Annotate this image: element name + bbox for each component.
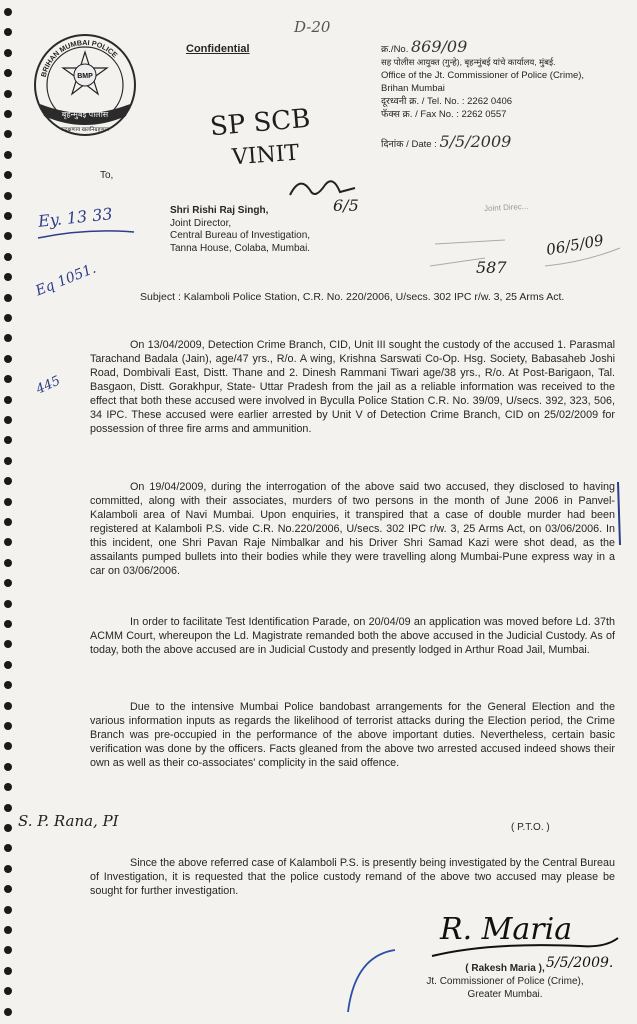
binder-hole <box>4 130 12 138</box>
binder-hole <box>4 885 12 893</box>
binder-hole <box>4 110 12 118</box>
office-tel: दूरध्वनी क्र. / Tel. No. : 2262 0406 <box>381 96 513 107</box>
binder-hole <box>4 620 12 628</box>
binder-hole <box>4 436 12 444</box>
binder-hole <box>4 742 12 750</box>
blue-pen-curve-icon <box>340 946 400 1016</box>
binder-hole <box>4 457 12 465</box>
binder-hole <box>4 416 12 424</box>
binder-hole <box>4 355 12 363</box>
seal-hindi-text: बृहन्मुंबई पोलीस <box>61 110 109 119</box>
handwritten-sign-date: 6/5 <box>333 196 359 215</box>
binder-hole <box>4 661 12 669</box>
binder-hole <box>4 824 12 832</box>
binder-hole <box>4 702 12 710</box>
handwritten-vinit: VINIT <box>231 140 300 171</box>
binder-hole <box>4 681 12 689</box>
binder-hole <box>4 538 12 546</box>
binder-hole <box>4 906 12 914</box>
file-reference-handwritten: D-20 <box>294 18 331 36</box>
date-label: दिनांक / Date : <box>381 139 437 150</box>
seal-top-text: BRIHAN MUMBAI POLICE <box>38 37 120 79</box>
binder-hole <box>4 294 12 302</box>
confidential-label: Confidential <box>186 43 250 55</box>
binder-hole <box>4 28 12 36</box>
recipient-address <box>170 205 310 255</box>
binder-hole <box>4 640 12 648</box>
binder-hole <box>4 171 12 179</box>
binder-hole <box>4 334 12 342</box>
recipient-address-line: Tanna House, Colaba, Mumbai. <box>170 242 311 254</box>
paragraph-1: On 13/04/2009, Detection Crime Branch, CID, Unit III sought the custody of the accused 1. Parasmal Tarachand Badala (Jain), age/47 yrs., R/o. A wing, Krishna Sarswati Co-Op. Hsg. Society, Babasaheb Joshi Road, Dombivali East, Distt. Thane and 2. Dinesh Rammani Tiwari age/38 yrs., R/o. At Post-Barigaon, Tal. Basgaon, Distt. Gorakhpur, State- Uttar Pradesh from the jail as a reliable information was received to the effect that both these accused were involved in Byculla Police Station C.R. No. 39/09, U/secs. 392, 323, 506, 34 IPC. These accused were earlier arrested by Unit V of Detection Crime Branch, CID on 25/02/2009 for possession of three fire arms and ammunition. <box>90 339 615 435</box>
binder-hole <box>4 232 12 240</box>
handwritten-signature: R. Maria <box>440 912 573 947</box>
handwritten-eq-number: Eq 1051. <box>33 260 99 300</box>
signatory-designation: Jt. Commissioner of Police (Crime), <box>426 976 584 987</box>
paragraph-2: On 19/04/2009, during the interrogation of the above said two accused, they disclosed to having committed, along with their associates, murders of two persons in the month of June 2006 in Panvel-Kalamboli area of Navi Mumbai. Upon enquiries, it transpired that a case of double murder had been registered at Kalamboli P.S. vide C.R. No.220/2006, U/secs. 302 IPC r/w. 3, 25 Arms Act, on 03/06/2006. In this incident, one Shri Pavan Raje Nimbalkar and his Driver Shri Samad Kazi were shot dead, as the assailants pumped bullets into their bodies while they were travelling along Mumbai-Pune express way in a car on 03/06/2006. <box>90 481 615 577</box>
binder-hole <box>4 192 12 200</box>
binder-hole <box>4 212 12 220</box>
signatory-block <box>395 962 615 1001</box>
binder-hole <box>4 946 12 954</box>
binder-hole <box>4 498 12 506</box>
handwritten-ey-number: Ey. 13 33 <box>37 204 114 231</box>
office-line: Office of the Jt. Commissioner of Police (Crime), <box>381 70 585 81</box>
binder-hole <box>4 865 12 873</box>
binder-hole <box>4 314 12 322</box>
binder-hole <box>4 518 12 526</box>
binder-holes <box>4 8 14 1018</box>
binder-hole <box>4 579 12 587</box>
paragraph-5: Since the above referred case of Kalamboli P.S. is presently being investigated by the Central Bureau of Investigation, it is requested that the police custody remand of the above two accused may please be sought for further investigation. <box>90 857 615 897</box>
signatory-city: Greater Mumbai. <box>467 989 543 1000</box>
binder-hole <box>4 967 12 975</box>
margin-mark-icon <box>608 480 628 550</box>
office-fax: फॅक्स क्र. / Fax No. : 2262 0557 <box>381 109 507 120</box>
office-city: Brihan Mumbai <box>381 83 445 94</box>
binder-hole <box>4 926 12 934</box>
binder-hole <box>4 722 12 730</box>
binder-hole <box>4 69 12 77</box>
faded-stamp-line: Joint Direc... <box>483 201 529 214</box>
binder-hole <box>4 477 12 485</box>
binder-hole <box>4 600 12 608</box>
seal-center-text: BMP <box>77 73 93 80</box>
handwritten-side-number: 445 <box>33 373 63 398</box>
handwritten-sp-rana: S. P. Rana, PI <box>18 812 119 830</box>
binder-hole <box>4 1008 12 1016</box>
binder-hole <box>4 559 12 567</box>
ref-number-value: 869/09 <box>411 37 468 56</box>
subject-line: Subject : Kalamboli Police Station, C.R. No. 220/2006, U/secs. 302 IPC r/w. 3, 25 Arms Act. <box>140 291 565 303</box>
binder-hole <box>4 783 12 791</box>
paragraph-4: Due to the intensive Mumbai Police bandobast arrangements for the General Election and the various information inputs as regards the likelihood of terrorist attacks during the Election period, the Crime Branch was pre-occupied in the performance of the above important duties. Nevertheless, certain basic verification was done by the officers. Facts gleaned from the above two arrested accused indeed shows their own as well as their co-associates' complicity in the said offence. <box>90 701 615 769</box>
ey-underline-icon <box>36 226 136 242</box>
recipient-org: Central Bureau of Investigation, <box>170 230 311 241</box>
binder-hole <box>4 90 12 98</box>
office-block <box>381 37 631 151</box>
stamp-scribble-icon <box>425 236 625 276</box>
paragraph-3: In order to facilitate Test Identification Parade, on 20/04/09 an application was moved before Ld. 37th ACMM Court, whereupon the Ld. Magistrate remanded both the above accused in the Judicial Custody. As of today, both the above accused are in Judicial Custody and presently lodged in Arthur Road Jail, Mumbai. <box>90 616 615 656</box>
binder-hole <box>4 987 12 995</box>
binder-hole <box>4 151 12 159</box>
binder-hole <box>4 396 12 404</box>
binder-hole <box>4 49 12 57</box>
binder-hole <box>4 804 12 812</box>
binder-hole <box>4 844 12 852</box>
binder-hole <box>4 375 12 383</box>
police-seal-icon <box>30 30 140 140</box>
office-hindi: सह पोलीस आयुक्त (गुन्हे), बृहन्मुंबई यांचे कार्यालय, मुंबई. <box>381 57 556 67</box>
to-label: To, <box>100 170 114 181</box>
binder-hole <box>4 273 12 281</box>
recipient-name: Shri Rishi Raj Singh, <box>170 205 269 216</box>
stamp-date-handwritten: 06/5/09 <box>544 231 605 259</box>
ref-number-label: क्र./No. <box>381 44 409 55</box>
handwritten-sp-scb: SP SCB <box>208 103 312 143</box>
binder-hole <box>4 8 12 16</box>
binder-hole <box>4 763 12 771</box>
signatory-name: ( Rakesh Maria ), <box>465 963 545 974</box>
pto-label: ( P.T.O. ) <box>511 822 550 833</box>
seal-motto: सद्रक्षणाय खलनिग्रहणाय <box>60 127 110 133</box>
handwritten-sig-date: 5/5/2009. <box>546 955 614 971</box>
binder-hole <box>4 253 12 261</box>
stamp-number-handwritten: 587 <box>476 258 507 277</box>
date-value: 5/5/2009 <box>439 132 512 151</box>
recipient-designation: Joint Director, <box>170 217 232 229</box>
